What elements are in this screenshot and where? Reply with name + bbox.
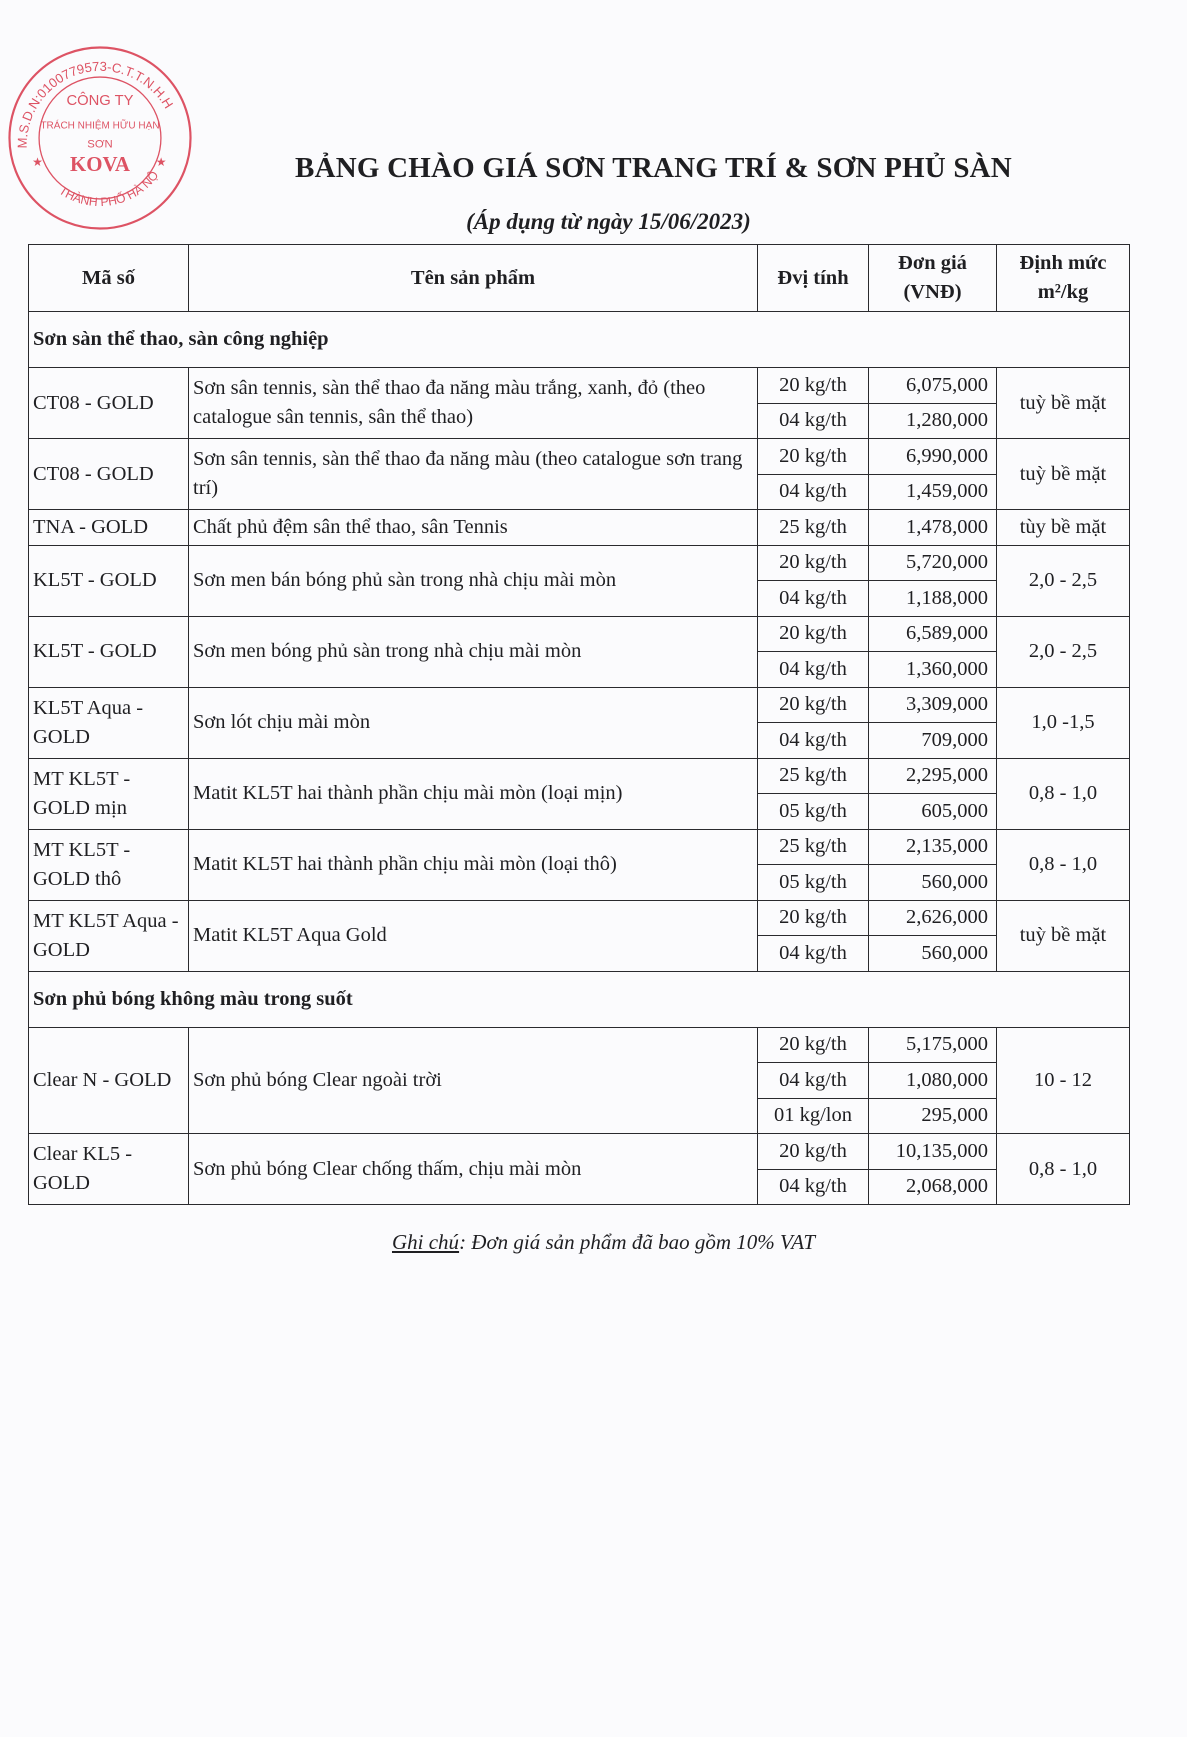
header-unit: Đvị tính (758, 245, 869, 312)
table-body (29, 312, 1130, 1205)
unit-price: 295,000 (869, 1098, 997, 1134)
table-header-row (29, 245, 1130, 312)
company-seal-stamp (6, 44, 194, 232)
table-row (29, 368, 1130, 404)
coverage-rate: 0,8 - 1,0 (997, 1134, 1130, 1205)
pack-unit: 04 kg/th (758, 723, 869, 759)
pack-unit: 20 kg/th (758, 368, 869, 404)
page-title: BẢNG CHÀO GIÁ SƠN TRANG TRÍ & SƠN PHỦ SÀN (295, 152, 1012, 184)
unit-price: 605,000 (869, 794, 997, 830)
pack-unit: 04 kg/th (758, 652, 869, 688)
product-code: MT KL5T Aqua - GOLD (29, 900, 189, 971)
pack-unit: 04 kg/th (758, 936, 869, 972)
pack-unit: 04 kg/th (758, 403, 869, 439)
unit-price: 2,135,000 (869, 829, 997, 865)
unit-price: 1,360,000 (869, 652, 997, 688)
unit-price: 2,626,000 (869, 900, 997, 936)
pack-unit: 04 kg/th (758, 1063, 869, 1099)
product-code: KL5T - GOLD (29, 545, 189, 616)
unit-price: 1,280,000 (869, 403, 997, 439)
unit-price: 1,478,000 (869, 510, 997, 546)
pack-unit: 25 kg/th (758, 829, 869, 865)
table-row (29, 1027, 1130, 1063)
footnote (0, 1230, 1187, 1255)
product-name: Sơn phủ bóng Clear chống thấm, chịu mài mòn (189, 1134, 758, 1205)
coverage-rate: tuỳ bề mặt (997, 900, 1130, 971)
pack-unit: 04 kg/th (758, 581, 869, 617)
unit-price: 709,000 (869, 723, 997, 759)
product-name: Sơn men bán bóng phủ sàn trong nhà chịu mài mòn (189, 545, 758, 616)
product-name: Matit KL5T Aqua Gold (189, 900, 758, 971)
table-row (29, 545, 1130, 581)
pack-unit: 20 kg/th (758, 545, 869, 581)
pack-unit: 20 kg/th (758, 616, 869, 652)
unit-price: 2,295,000 (869, 758, 997, 794)
coverage-rate: 1,0 -1,5 (997, 687, 1130, 758)
pack-unit: 25 kg/th (758, 758, 869, 794)
coverage-rate: 2,0 - 2,5 (997, 616, 1130, 687)
header-product-name: Tên sản phẩm (189, 245, 758, 312)
product-code: MT KL5T - GOLD mịn (29, 758, 189, 829)
unit-price: 5,720,000 (869, 545, 997, 581)
svg-text:★: ★ (32, 154, 44, 169)
table-row (29, 510, 1130, 546)
pack-unit: 05 kg/th (758, 794, 869, 830)
unit-price: 10,135,000 (869, 1134, 997, 1170)
unit-price: 5,175,000 (869, 1027, 997, 1063)
svg-text:THÀNH PHỐ HÀ NỘI: THÀNH PHỐ HÀ NỘ (56, 168, 162, 210)
product-code: MT KL5T - GOLD thô (29, 829, 189, 900)
unit-price: 1,188,000 (869, 581, 997, 617)
product-name: Chất phủ đệm sân thể thao, sân Tennis (189, 510, 758, 546)
coverage-rate: 0,8 - 1,0 (997, 758, 1130, 829)
product-name: Matit KL5T hai thành phần chịu mài mòn (loại mịn) (189, 758, 758, 829)
section-row (29, 312, 1130, 368)
svg-text:TRÁCH NHIỆM HỮU HẠN: TRÁCH NHIỆM HỮU HẠN (40, 120, 160, 132)
svg-text:CÔNG TY: CÔNG TY (66, 92, 134, 109)
pack-unit: 25 kg/th (758, 510, 869, 546)
unit-price: 560,000 (869, 865, 997, 901)
note-label: Ghi chú (391, 1230, 460, 1254)
product-code: KL5T - GOLD (29, 616, 189, 687)
table-row (29, 1134, 1130, 1170)
product-code: Clear N - GOLD (29, 1027, 189, 1134)
product-name: Sơn men bóng phủ sàn trong nhà chịu mài mòn (189, 616, 758, 687)
pack-unit: 20 kg/th (758, 1134, 869, 1170)
unit-price: 3,309,000 (869, 687, 997, 723)
header-code: Mã số (29, 245, 189, 312)
product-name: Sơn sân tennis, sàn thể thao đa năng màu trắng, xanh, đỏ (theo catalogue sân tennis, sân thể thao) (189, 368, 758, 439)
header-price: Đơn giá (VNĐ) (869, 245, 997, 312)
pack-unit: 04 kg/th (758, 1169, 869, 1205)
coverage-rate: 0,8 - 1,0 (997, 829, 1130, 900)
product-name: Matit KL5T hai thành phần chịu mài mòn (loại thô) (189, 829, 758, 900)
pack-unit: 20 kg/th (758, 900, 869, 936)
unit-price: 1,080,000 (869, 1063, 997, 1099)
section-row (29, 971, 1130, 1027)
svg-text:KOVA: KOVA (70, 152, 130, 177)
pack-unit: 01 kg/lon (758, 1098, 869, 1134)
pack-unit: 04 kg/th (758, 474, 869, 510)
svg-text:★: ★ (155, 154, 167, 169)
note-text: : Đơn giá sản phẩm đã bao gồm 10% VAT (459, 1230, 816, 1254)
header-coverage: Định mức m²/kg (997, 245, 1130, 312)
product-code: KL5T Aqua - GOLD (29, 687, 189, 758)
pack-unit: 05 kg/th (758, 865, 869, 901)
unit-price: 6,990,000 (869, 439, 997, 475)
pack-unit: 20 kg/th (758, 1027, 869, 1063)
unit-price: 1,459,000 (869, 474, 997, 510)
unit-price: 6,589,000 (869, 616, 997, 652)
unit-price: 560,000 (869, 936, 997, 972)
coverage-rate: tuỳ bề mặt (997, 439, 1130, 510)
unit-price: 6,075,000 (869, 368, 997, 404)
section-title: Sơn sàn thể thao, sàn công nghiệp (29, 312, 1130, 368)
product-code: Clear KL5 - GOLD (29, 1134, 189, 1205)
section-title: Sơn phủ bóng không màu trong suốt (29, 971, 1130, 1027)
coverage-rate: 2,0 - 2,5 (997, 545, 1130, 616)
svg-text:M.S.D.N:0100779573-C.T.T.N.H.H: M.S.D.N:0100779573-C.T.T.N.H.H (14, 58, 177, 149)
pack-unit: 20 kg/th (758, 687, 869, 723)
table-row (29, 687, 1130, 723)
effective-date: (Áp dụng từ ngày 15/06/2023) (466, 209, 751, 234)
price-table (28, 244, 1130, 1205)
pack-unit: 20 kg/th (758, 439, 869, 475)
table-row (29, 616, 1130, 652)
product-code: TNA - GOLD (29, 510, 189, 546)
coverage-rate: tùy bề mặt (997, 510, 1130, 546)
table-row (29, 900, 1130, 936)
table-row (29, 758, 1130, 794)
product-name: Sơn lót chịu mài mòn (189, 687, 758, 758)
coverage-rate: tuỳ bề mặt (997, 368, 1130, 439)
product-code: CT08 - GOLD (29, 439, 189, 510)
product-code: CT08 - GOLD (29, 368, 189, 439)
product-name: Sơn phủ bóng Clear ngoài trời (189, 1027, 758, 1134)
table-row (29, 829, 1130, 865)
unit-price: 2,068,000 (869, 1169, 997, 1205)
table-row (29, 439, 1130, 475)
coverage-rate: 10 - 12 (997, 1027, 1130, 1134)
svg-text:SƠN: SƠN (87, 138, 113, 151)
product-name: Sơn sân tennis, sàn thể thao đa năng màu (theo catalogue sơn trang trí) (189, 439, 758, 510)
